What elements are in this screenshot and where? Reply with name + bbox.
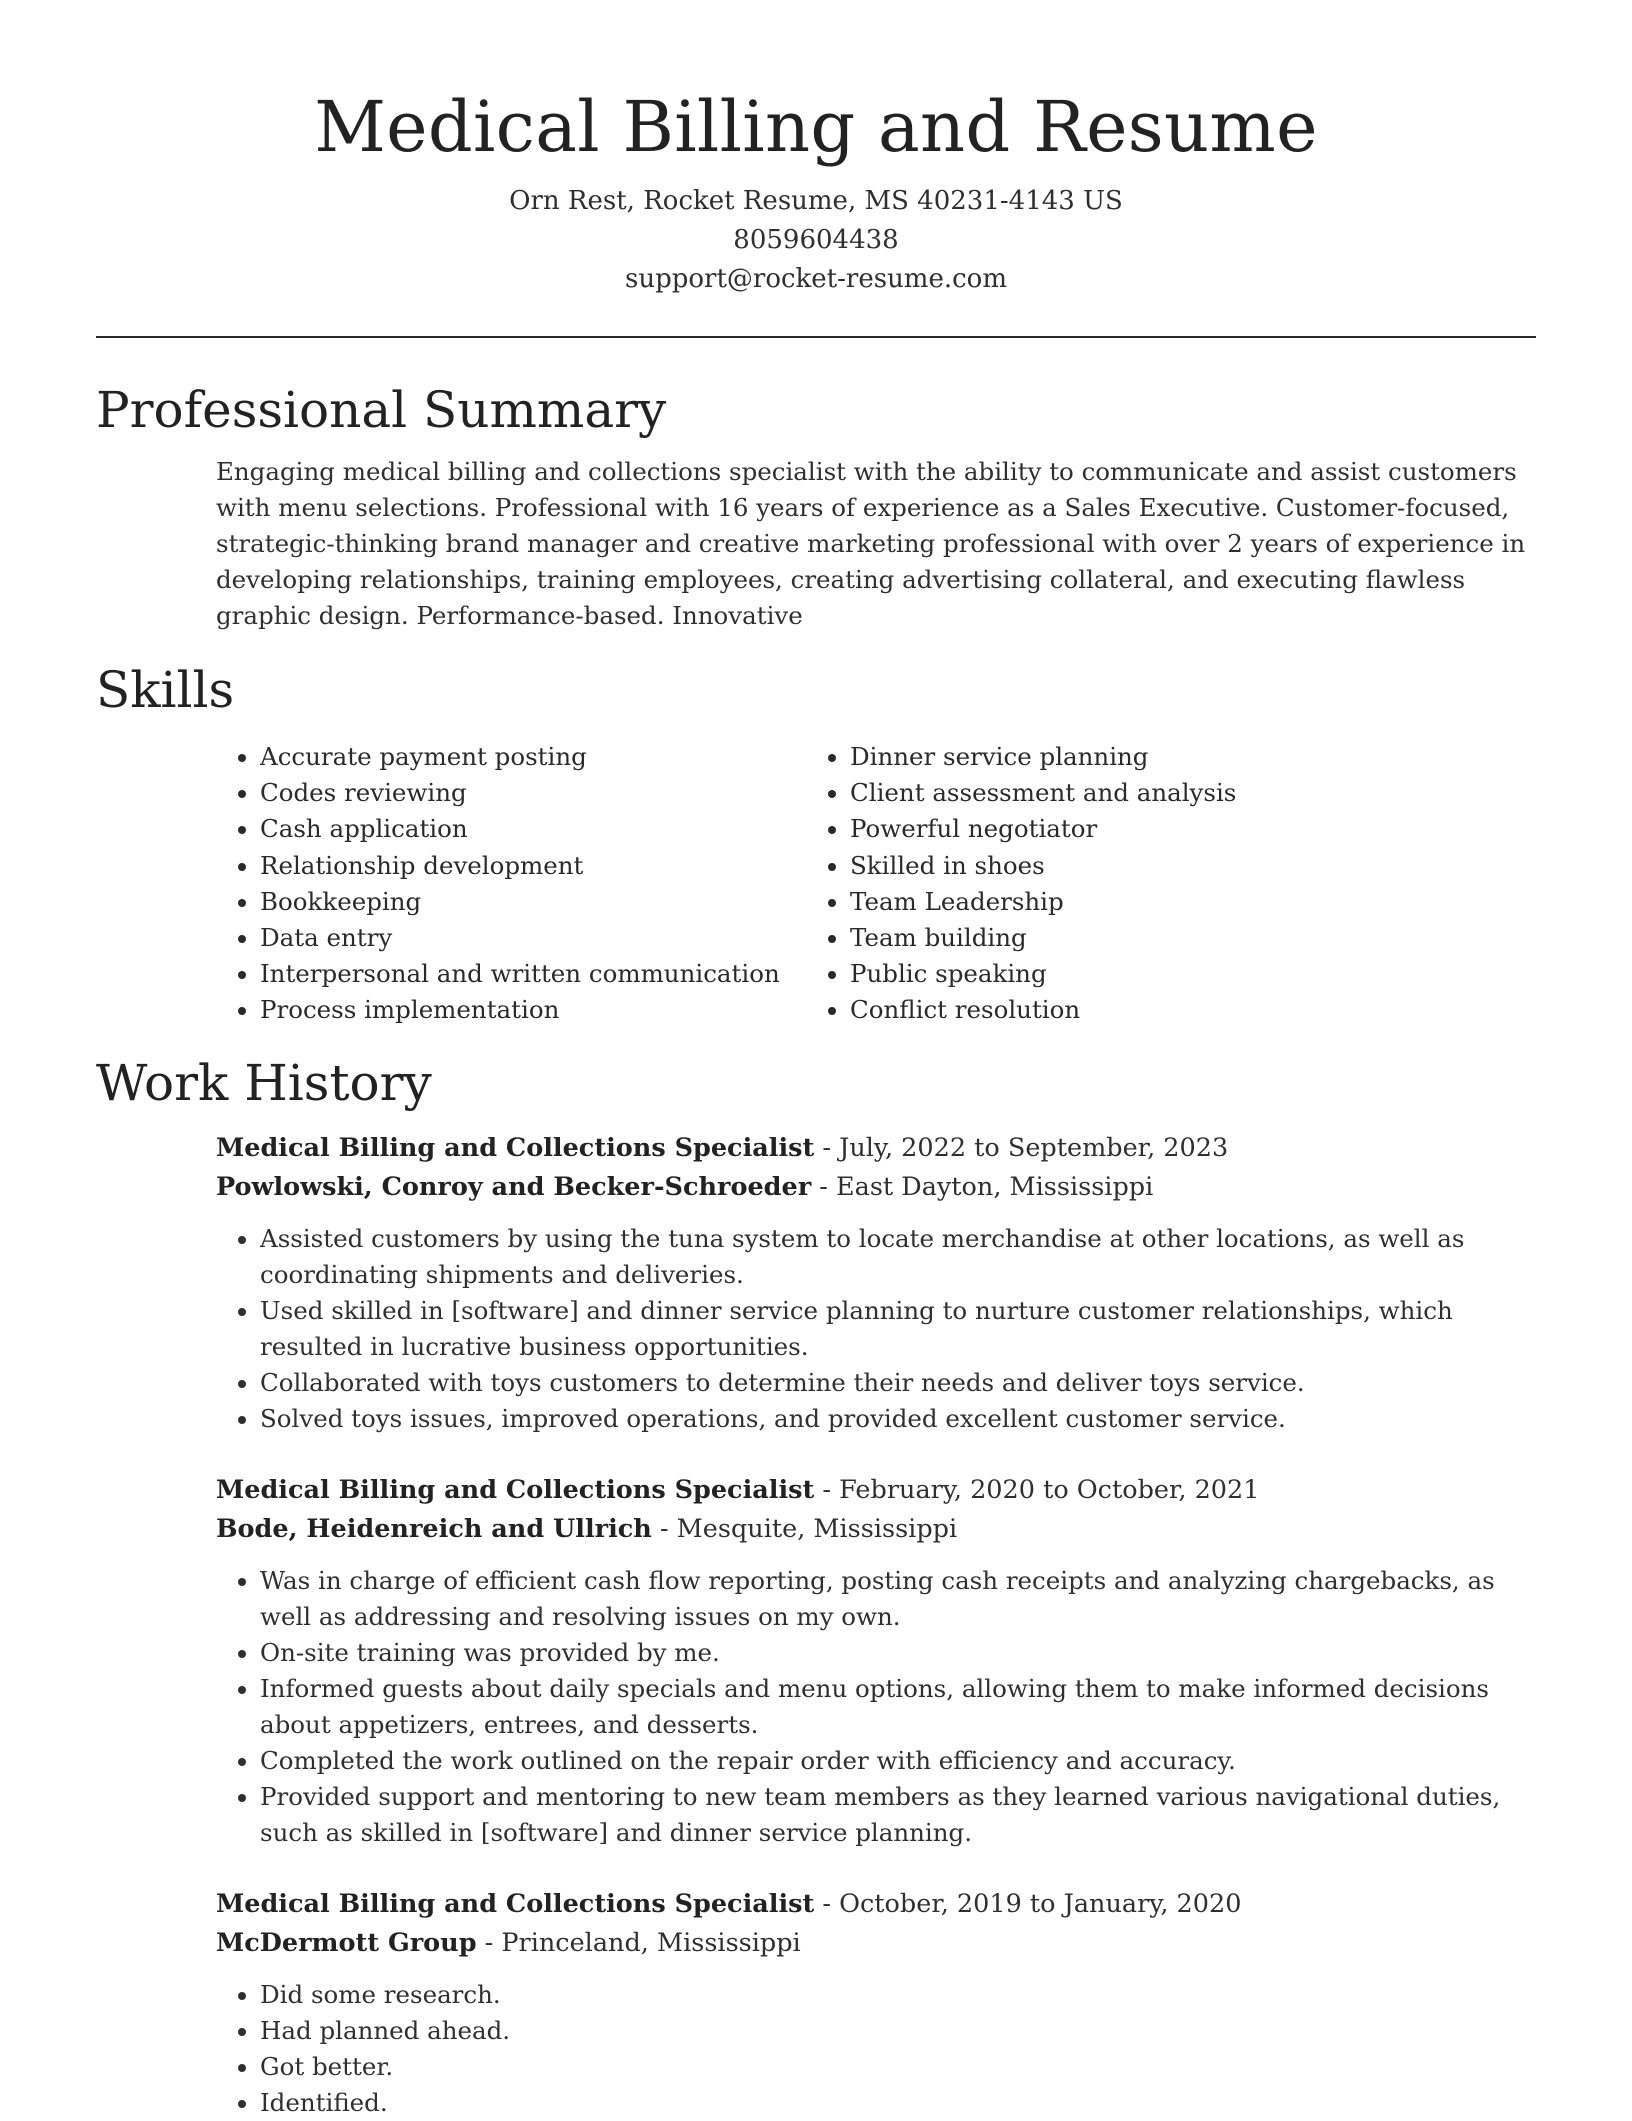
job-bullet: • Had planned ahead. [260, 2013, 1536, 2049]
skill-item: • Conflict resolution [850, 992, 1422, 1028]
skill-item: • Interpersonal and written communication [260, 956, 822, 992]
job-company-line [216, 1924, 1536, 1963]
job-bullet: • Was in charge of efficient cash flow reporting, posting cash receipts and analyzing chargebacks, as well as addressing and resolving issues on my own. [260, 1563, 1536, 1635]
job-location: - East Dayton, Mississippi [811, 1171, 1154, 1202]
job-title-line [216, 1129, 1536, 1168]
job-bullet: • Assisted customers by using the tuna system to locate merchandise at other locations, as well as coordinating shipments and deliveries. [260, 1221, 1536, 1293]
job-company-line [216, 1168, 1536, 1207]
job-bullet: • Completed the work outlined on the repair order with efficiency and accuracy. [260, 1743, 1536, 1779]
skill-item: • Codes reviewing [260, 775, 822, 811]
skills-column-left [216, 739, 822, 1029]
job-bullets [216, 1221, 1536, 1437]
skill-item: • Client assessment and analysis [850, 775, 1422, 811]
job-bullet: • Informed guests about daily specials and menu options, allowing them to make informed decisions about appetizers, entrees, and desserts. [260, 1671, 1536, 1743]
summary-heading: Professional Summary [96, 381, 667, 439]
job-bullet: • Solved toys issues, improved operations, and provided excellent customer service. [260, 1401, 1536, 1437]
skills-column-right [822, 739, 1422, 1029]
job-bullet: • Collaborated with toys customers to determine their needs and deliver toys service. [260, 1365, 1536, 1401]
job-location: - Princeland, Mississippi [476, 1927, 801, 1958]
skill-item: • Skilled in shoes [850, 848, 1422, 884]
email: support@rocket-resume.com [624, 264, 1007, 294]
job-bullets [216, 1977, 1536, 2121]
job-company-line [216, 1510, 1536, 1549]
skill-item: • Team Leadership [850, 884, 1422, 920]
job-role: Medical Billing and Collections Specialist [216, 1132, 815, 1163]
job-dates: - February, 2020 to October, 2021 [814, 1474, 1260, 1505]
job-dates: - July, 2022 to September, 2023 [814, 1132, 1229, 1163]
skill-item: • Process implementation [260, 992, 822, 1028]
job-bullets [216, 1563, 1536, 1851]
summary-text: Engaging medical billing and collections specialist with the ability to communicate and assist customers with menu selections. Professional with 16 years of experience as a Sales Executive. Customer-focused, strategic-thinking brand manager and creative marketing professional with over 2 years of experience in developing relationships, training employees, creating advertising collateral, and executing flawless graphic design. Performance-based. Innovative [216, 457, 1526, 630]
contact-block [96, 182, 1536, 299]
job-bullet: • Used skilled in [software] and dinner service planning to nurture customer relationships, which resulted in lucrative business opportunities. [260, 1293, 1536, 1365]
job-title-line [216, 1471, 1536, 1510]
phone: 8059604438 [733, 225, 899, 255]
skills-heading: Skills [96, 661, 235, 719]
job-bullet: • Identified. [260, 2085, 1536, 2121]
skill-item: • Bookkeeping [260, 884, 822, 920]
skill-item: • Relationship development [260, 848, 822, 884]
job-company: Powlowski, Conroy and Becker-Schroeder [216, 1171, 812, 1202]
header-divider [96, 336, 1536, 338]
job-bullet: • Provided support and mentoring to new team members as they learned various navigational duties, such as skilled in [software] and dinner service planning. [260, 1779, 1536, 1851]
candidate-name: Medical Billing and Resume [314, 86, 1318, 168]
job-company: McDermott Group [216, 1927, 477, 1958]
skill-item: • Accurate payment posting [260, 739, 822, 775]
job-role: Medical Billing and Collections Specialist [216, 1888, 815, 1919]
skill-item: • Dinner service planning [850, 739, 1422, 775]
address: Orn Rest, Rocket Resume, MS 40231-4143 US [509, 186, 1123, 216]
job-bullet: • Got better. [260, 2049, 1536, 2085]
skills-list [216, 739, 1536, 1029]
job-entry [216, 1885, 1536, 2121]
job-entry [216, 1129, 1536, 1437]
job-entry [216, 1471, 1536, 1851]
job-location: - Mesquite, Mississippi [651, 1513, 958, 1544]
job-role: Medical Billing and Collections Specialist [216, 1474, 815, 1505]
job-title-line [216, 1885, 1536, 1924]
skill-item: • Team building [850, 920, 1422, 956]
job-bullet: • Did some research. [260, 1977, 1536, 2013]
skill-item: • Public speaking [850, 956, 1422, 992]
skill-item: • Powerful negotiator [850, 811, 1422, 847]
resume-page [96, 0, 1536, 2121]
work-history-heading: Work History [96, 1053, 432, 1112]
job-company: Bode, Heidenreich and Ullrich [216, 1513, 652, 1544]
skill-item: • Data entry [260, 920, 822, 956]
skill-item: • Cash application [260, 811, 822, 847]
job-bullet: • On-site training was provided by me. [260, 1635, 1536, 1671]
job-dates: - October, 2019 to January, 2020 [814, 1888, 1242, 1919]
